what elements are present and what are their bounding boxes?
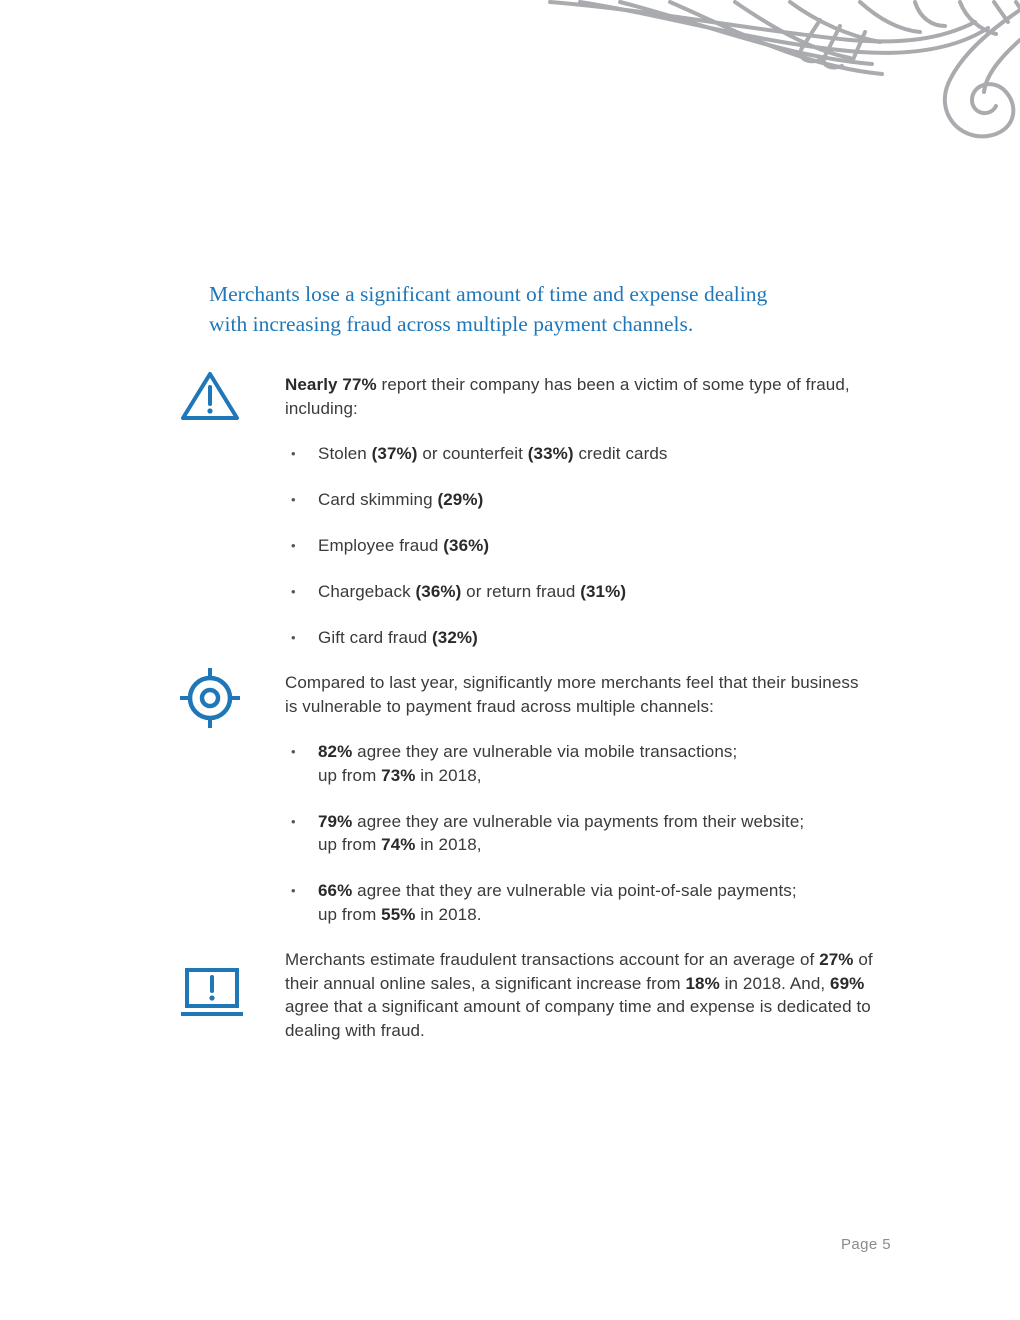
list-item: • Stolen (37%) or counterfeit (33%) credit cards <box>285 442 875 466</box>
list-item: • Chargeback (36%) or return fraud (31%) <box>285 580 875 604</box>
laptop-alert-icon <box>179 966 245 1018</box>
list-item: • Gift card fraud (32%) <box>285 626 875 650</box>
list-item: • Employee fraud (36%) <box>285 534 875 558</box>
online-sales-fraud-section <box>285 948 875 1042</box>
decorative-swirl-ornament <box>520 0 1020 145</box>
stat-77-percent: Nearly 77% <box>285 375 377 394</box>
list-item: • 82% agree they are vulnerable via mobile transactions; up from 73% in 2018, <box>285 740 875 787</box>
vulnerability-intro: Compared to last year, significantly more merchants feel that their business is vulnerable to payment fraud across multiple channels: <box>285 673 859 716</box>
fraud-types-list <box>285 442 875 650</box>
list-item: • 79% agree they are vulnerable via payments from their website; up from 74% in 2018, <box>285 810 875 857</box>
fraud-victims-section <box>285 373 875 650</box>
target-icon <box>178 666 242 730</box>
warning-icon <box>179 370 241 422</box>
vulnerability-list <box>285 740 875 926</box>
page-number: Page 5 <box>841 1236 891 1253</box>
list-item: • 66% agree that they are vulnerable via point-of-sale payments; up from 55% in 2018. <box>285 879 875 926</box>
list-item: • Card skimming (29%) <box>285 488 875 512</box>
heading-line-2: with increasing fraud across multiple payment channels. <box>209 312 694 336</box>
heading-line-1: Merchants lose a significant amount of time and expense dealing <box>209 282 768 306</box>
vulnerability-section <box>285 671 875 926</box>
fraud-victims-intro: Nearly 77% report their company has been a victim of some type of fraud, including: <box>285 375 850 418</box>
section-heading <box>209 279 849 339</box>
online-sales-fraud-text: Merchants estimate fraudulent transactions account for an average of 27% of their annual online sales, a significant increase from 18% in 2018. And, 69% agree that a significant amount of company time and expense is dedicated to dealing with fraud. <box>285 950 873 1040</box>
